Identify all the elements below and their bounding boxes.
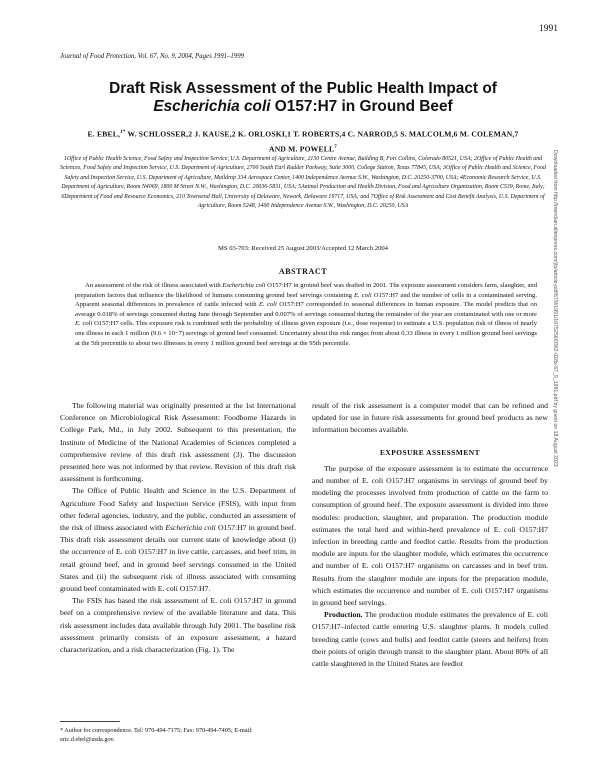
left-paragraph-3: The FSIS has based the risk assessment of E. coli O157:H7 in ground beef on a comprehensive review of the available literature and data. This risk assessment includes data available through July 2001. The baseline risk assessment primarily consists of an exposure assessment, a hazard characterization, and a risk characterization (Fig. 1). The: [60, 596, 296, 655]
title-line-2-rest: O157:H7 in Ground Beef: [270, 98, 453, 115]
download-sidebar: Downloaded from http://meridian.allenpress.com/jfp/article-pdf/67/9/1991/1675256/0362-028x-67_9_1991.pdf by guest on 18 August 2023: [552, 150, 558, 467]
author-line-2: AND M. POWELL$^7$: [269, 144, 337, 154]
abstract-body: An assessment of the risk of illness associated with Escherichia coli O157:H7 in ground beef was drafted in 2001. The exposure assessment considers farm, slaughter, and preparation factors that influence the likelihood of humans consuming ground beef servings containing E. coli O157:H7 and the number of cells in a contaminated serving. Apparent seasonal differences in prevalence of cattle infected with E. coli O157:H7 corresponded to seasonal differences in human exposure. The model predicts that on average 0.018% of servings consumed during June through September and 0.007% of servings consumed during the remainder of the year are contaminated with one or more E. coli O157:H7 cells. This exposure risk is combined with the probability of illness given exposure (i.e., dose response) to estimate a U.S. population risk of illness of nearly one illness in each 1 million (9.6 × 10−7) servings of ground beef consumed. Uncertainty about this risk ranges from about 0.33 illness in every 1 million ground beef servings at the 5th percentile to about two illnesses in every 1 million ground beef servings at the 95th percentile.: [75, 282, 537, 347]
right-column: [312, 400, 548, 670]
paper-title: [60, 80, 546, 116]
journal-citation: Journal of Food Protection, Vol. 67, No. 9, 2004, Pages 1991–1999: [60, 53, 245, 60]
title-line-1: Draft Risk Assessment of the Public Health Impact of: [109, 80, 497, 97]
right-paragraph-1: result of the risk assessment is a computer model that can be refined and updated for use in future risk assessments for ground beef products as new information becomes available.: [312, 401, 548, 435]
page-number: 1991: [539, 24, 558, 34]
manuscript-dates: MS 03-703: Received 25 August 2003/Accepted 12 March 2004: [218, 245, 388, 252]
right-paragraph-3: Production. The production module estimates the prevalence of E. coli O157:H7–infected cattle entering U.S. slaughter plants. It models culled breeding cattle (cows and bulls) and feedlot cattle (steers and heifers) from their points of origin through transit to the slaughter plant. About 80% of all cattle slaughtered in the United States are feedlot: [312, 610, 548, 669]
title-line-2: [60, 98, 546, 116]
left-paragraph-1: The following material was originally presented at the 1st International Conference on Microbiological Risk Assessment: Foodborne Hazards in College Park, Md., in July 2002. Subsequent to this presentation, the Institute of Medicine of the National Academies of Sciences completed a comprehensive review of this draft risk assessment (3). The discussion presented here was not informed by that review. Revision of this draft risk assessment is forthcoming.: [60, 401, 296, 484]
section-heading-exposure: EXPOSURE ASSESSMENT: [379, 447, 481, 457]
affiliations: 1Office of Public Health Science, Food Safety and Inspection Service, U.S. Department of Agriculture, 2150 Centre Avenue, Building B, Fort Collins, Colorado 80521, USA; 2Office of Public Health and Sciences, Food Safety and Inspection Service, U.S. Department of Agriculture, 2700 South Earl Rudder Parkway, Suite 3000, College Station, Texas 77845, USA; 3Office of Public Health and Science, Food Safety and Inspection Service, U.S. Department of Agriculture, Maildrop 334 Aerospace Center, 1400 Independence Avenue S.W., Washington, D.C. 20250-3700, USA; 4Economic Research Service, U.S. Department of Agriculture, Room N4069, 1800 M Street N.W., Washington, D.C. 20036-5831, USA; 5Animal Production and Health Division, Food and Agriculture Organization, Room C539, Rome, Italy; 6Department of Food and Resource Economics, 210 Townsend Hall, University of Delaware, Newark, Delaware 19717, USA; and 7Office of Risk Assessment and Cost Benefit Analysis, U.S. Department of Agriculture, Room 5248, 1400 Independence Avenue S.W., Washington, D.C. 20250, USA: [60, 156, 546, 210]
footnote: * Author for correspondence. Tel: 970-494-7175; Fax: 970-494-7405; E-mail: eric.d.ebel@usda.gov.: [60, 727, 253, 743]
run-in-heading-production: Production.: [324, 610, 363, 620]
author-line-1: E. EBEL,$^{1*}$ W. SCHLOSSER,2 J. KAUSE,2 K. ORLOSKI,1 T. ROBERTS,4 C. NARROD,5 S. MALCOLM,6 M. COLEMAN,7: [87, 129, 519, 139]
abstract-heading: ABSTRACT: [278, 267, 328, 276]
title-italic-species: Escherichia coli: [153, 98, 271, 115]
right-paragraph-2: The purpose of the exposure assessment is to estimate the occurrence and number of E. coli O157:H7 organisms in servings of ground beef by modeling the processes involved from production of cattle on the farm to consumption of ground beef. The exposure assessment is divided into three modules: production, slaughter, and preparation. The production module estimates the total herd and within-herd prevalence of E. coli O157:H7 infection in breeding cattle and feedlot cattle. Results from the production module are inputs for the slaughter module, which estimates the occurrence and number of E. coli O157:H7 organisms on carcasses and in beef trim. Results from the slaughter module are inputs for the preparation module, which estimates the occurrence and number of E. coli O157:H7 organisms in ground beef servings.: [312, 463, 548, 608]
left-column: [60, 400, 296, 656]
left-paragraph-2: The Office of Public Health and Science in the U.S. Department of Agriculture Food Safety and Inspection Service (FSIS), with input from other federal agencies, industry, and the public, conducted an assessment of the risk of illness associated with Escherichia coli O157:H7 in ground beef. This draft risk assessment details our current state of knowledge about (i) the occurrence of E. coli O157:H7 in live cattle, carcasses, and beef trim, in retail ground beef, and in ground beef servings consumed in the United States and (ii) the subsequent risk of illness associated with consuming ground beef contaminated with E. coli O157:H7.: [60, 486, 297, 594]
author-list: [60, 126, 546, 155]
footnote-rule: [60, 721, 120, 722]
